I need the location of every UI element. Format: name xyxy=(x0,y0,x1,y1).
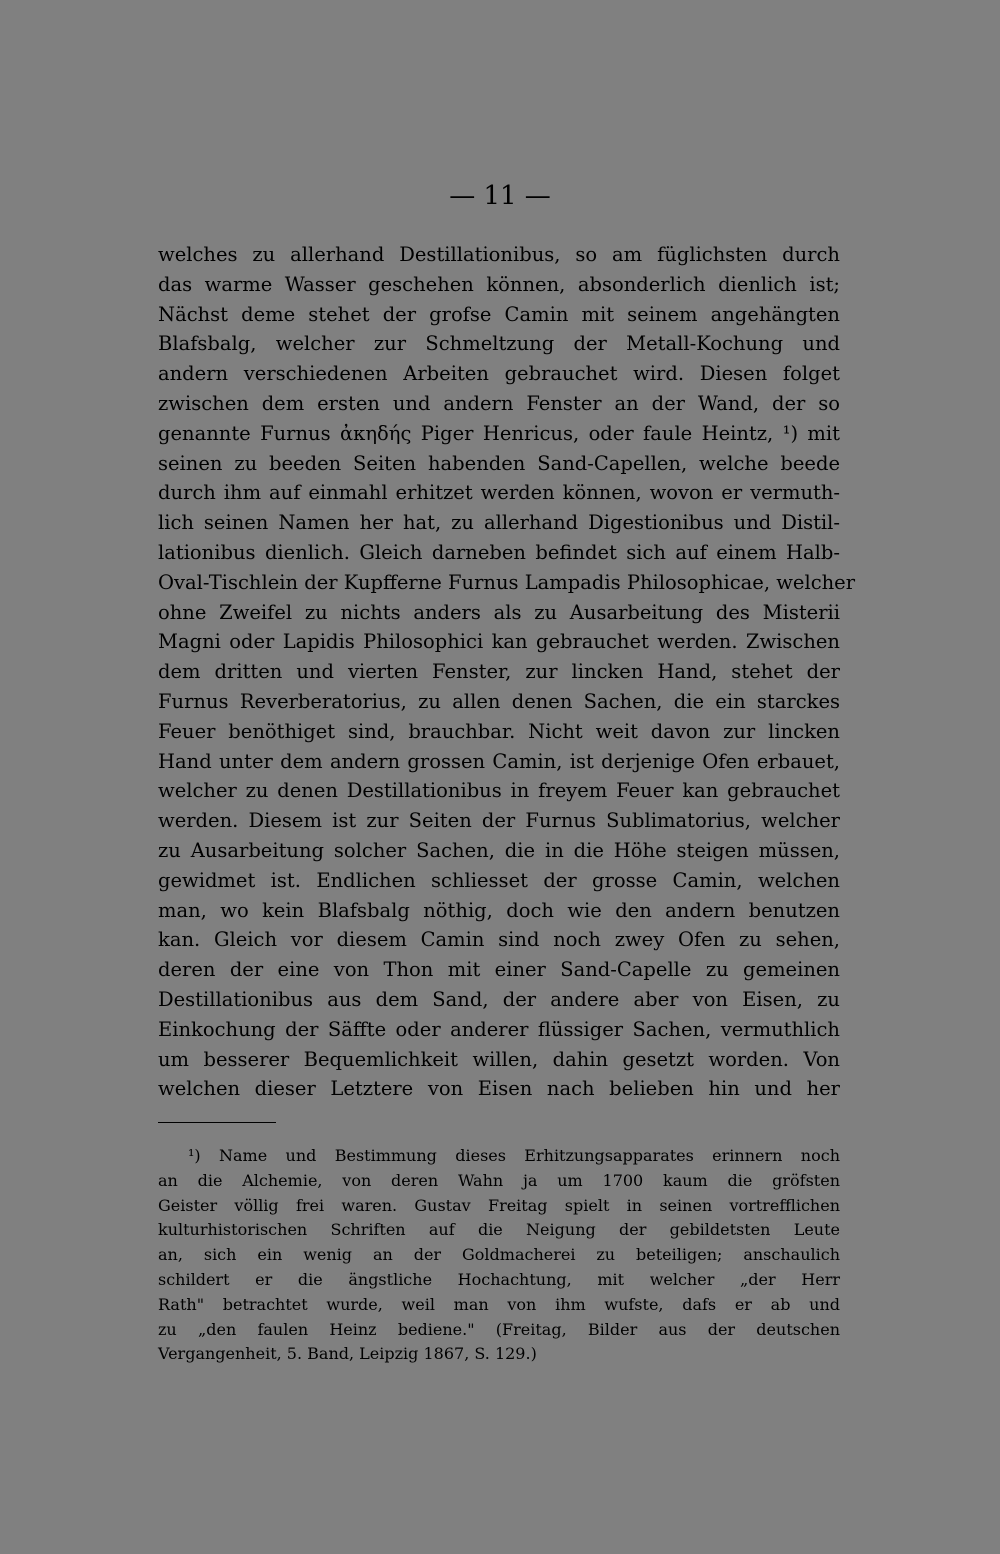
body-line: Oval-Tischlein der Kupfferne Furnus Lampadis Philosophicae, welcher xyxy=(158,570,856,594)
body-line: zwischen dem ersten und andern Fenster an der Wand, der so xyxy=(158,391,840,415)
body-line: genannte Furnus ἀκηδής Piger Henricus, oder faule Heintz, ¹) mit xyxy=(158,421,840,445)
footnote-line: Vergangenheit, 5. Band, Leipzig 1867, S. 129.) xyxy=(158,1344,537,1364)
body-line: andern verschiedenen Arbeiten gebrauchet wird. Diesen folget xyxy=(158,362,840,386)
body-line: welcher zu denen Destillationibus in freyem Feuer kan gebrauchet xyxy=(158,779,840,803)
body-line: Destillationibus aus dem Sand, der andere aber von Eisen, zu xyxy=(158,987,840,1011)
body-line: deren der eine von Thon mit einer Sand-Capelle zu gemeinen xyxy=(158,958,840,982)
body-line: man, wo kein Blafsbalg nöthig, doch wie den andern benutzen xyxy=(158,898,840,922)
footnote-line: kulturhistorischen Schriften auf die Neigung der gebildetsten Leute xyxy=(158,1220,840,1240)
body-line: Hand unter dem andern grossen Camin, ist derjenige Ofen erbauet, xyxy=(158,749,840,773)
body-line: Einkochung der Säffte oder anderer flüssiger Sachen, vermuthlich xyxy=(158,1017,840,1041)
body-line: seinen zu beeden Seiten habenden Sand-Capellen, welche beede xyxy=(158,451,840,475)
footnote-line: ¹) Name und Bestimmung dieses Erhitzungsapparates erinnern noch xyxy=(188,1146,840,1165)
footnote-divider xyxy=(158,1122,276,1123)
footnote-line: Geister völlig frei waren. Gustav Freitag spielt in seinen vortrefflichen xyxy=(158,1195,840,1215)
body-line: kan. Gleich vor diesem Camin sind noch zwey Ofen zu sehen, xyxy=(158,928,840,952)
body-text xyxy=(158,240,856,1104)
body-line: Feuer benöthiget sind, brauchbar. Nicht weit davon zur lincken xyxy=(158,719,840,743)
body-line: welchen dieser Letztere von Eisen nach belieben hin und her xyxy=(158,1077,840,1101)
body-line: durch ihm auf einmahl erhitzet werden können, wovon er vermuth- xyxy=(158,481,840,505)
body-line: zu Ausarbeitung solcher Sachen, die in die Höhe steigen müssen, xyxy=(158,838,840,862)
footnote-line: zu „den faulen Heinz bediene." (Freitag, Bilder aus der deutschen xyxy=(158,1319,840,1339)
body-line: das warme Wasser geschehen können, absonderlich dienlich ist; xyxy=(158,272,840,296)
body-line: Nächst deme stehet der grofse Camin mit seinem angehängten xyxy=(158,302,840,326)
footnote-line: an die Alchemie, von deren Wahn ja um 1700 kaum die gröfsten xyxy=(158,1170,840,1190)
footnote-line: an, sich ein wenig an der Goldmacherei zu beteiligen; anschaulich xyxy=(158,1245,840,1265)
body-line: welches zu allerhand Destillationibus, so am füglichsten durch xyxy=(158,243,840,266)
page-number: — 11 — xyxy=(449,181,551,211)
body-line: Magni oder Lapidis Philosophici kan gebrauchet werden. Zwischen xyxy=(158,630,840,654)
footnote xyxy=(158,1144,840,1367)
body-line: Blafsbalg, welcher zur Schmeltzung der Metall-Kochung und xyxy=(158,332,840,356)
body-line: ohne Zweifel zu nichts anders als zu Ausarbeitung des Misterii xyxy=(158,600,840,624)
body-line: lationibus dienlich. Gleich darneben befindet sich auf einem Halb- xyxy=(158,540,840,564)
body-line: Furnus Reverberatorius, zu allen denen Sachen, die ein starckes xyxy=(158,689,840,713)
footnote-line: schildert er die ängstliche Hochachtung, mit welcher „der Herr xyxy=(158,1269,840,1289)
body-line: dem dritten und vierten Fenster, zur lincken Hand, stehet der xyxy=(158,660,840,684)
footnote-line: Rath" betrachtet wurde, weil man von ihm wufste, dafs er ab und xyxy=(158,1294,840,1314)
body-line: um besserer Bequemlichkeit willen, dahin gesetzt worden. Von xyxy=(158,1047,840,1071)
body-line: werden. Diesem ist zur Seiten der Furnus Sublimatorius, welcher xyxy=(158,809,840,833)
body-line: lich seinen Namen her hat, zu allerhand Digestionibus und Distil- xyxy=(158,511,840,535)
body-line: gewidmet ist. Endlichen schliesset der grosse Camin, welchen xyxy=(158,868,840,892)
